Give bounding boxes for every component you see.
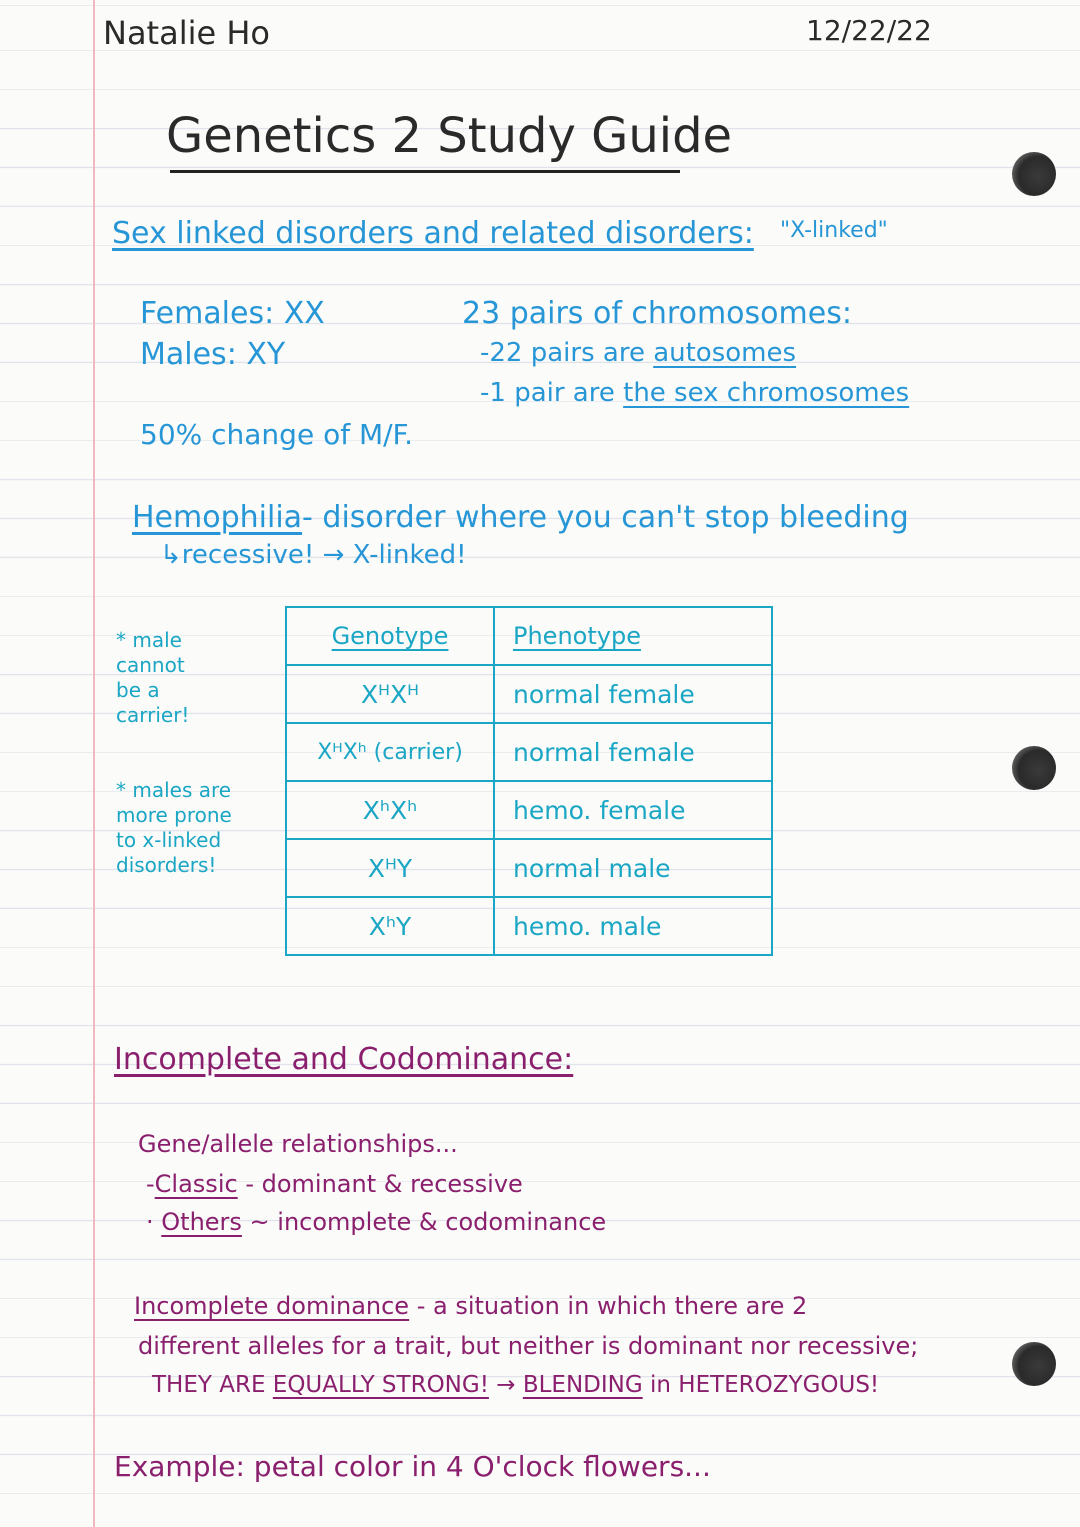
date: 12/22/22	[806, 14, 932, 47]
equally-strong: EQUALLY STRONG!	[272, 1372, 489, 1398]
table-row	[286, 897, 772, 955]
incomplete-dominance-def-line3	[152, 1372, 879, 1398]
genotype-cell: XʰY	[286, 897, 494, 955]
side-note-line: cannot	[116, 653, 185, 677]
gene-relationships: Gene/allele relationships...	[138, 1130, 458, 1158]
genotype-cell: XᴴXʰ (carrier)	[286, 723, 494, 781]
x-linked-tag: "X-linked"	[780, 218, 888, 243]
side-note-line: be a	[116, 678, 160, 702]
phenotype-cell: hemo. male	[494, 897, 772, 955]
phenotype-cell: normal female	[494, 665, 772, 723]
header-phenotype: Phenotype	[494, 607, 772, 665]
section-heading-sex-linked: Sex linked disorders and related disorders:	[112, 216, 754, 251]
section-heading-incomplete: Incomplete and Codominance:	[114, 1042, 574, 1077]
punch-hole	[1012, 1342, 1056, 1386]
example-line: Example: petal color in 4 O'clock flowers...	[114, 1450, 711, 1483]
chance-note: 50% change of M/F.	[140, 418, 414, 451]
side-note-line: more prone	[116, 803, 232, 827]
incomplete-dominance-def-line1	[134, 1292, 807, 1320]
others-term: Others	[161, 1208, 242, 1236]
hemophilia-note: ↳recessive! → X-linked!	[160, 540, 467, 570]
side-note-line: * male	[116, 628, 182, 652]
incomplete-dominance-def-line2: different alleles for a trait, but neither is dominant nor recessive;	[138, 1332, 919, 1360]
def-line1-text: - a situation in which there are 2	[409, 1292, 808, 1320]
def-line3-e: in HETEROZYGOUS!	[642, 1372, 880, 1398]
side-note-prone	[116, 778, 232, 878]
title-underline	[170, 170, 680, 173]
table-row	[286, 665, 772, 723]
def-line3-a: THEY ARE	[152, 1372, 273, 1398]
table-row	[286, 839, 772, 897]
hemophilia-definition	[132, 500, 909, 535]
others-line: · Others ~ incomplete & codominance	[146, 1208, 607, 1236]
others-text: ~ incomplete & codominance	[241, 1208, 607, 1236]
classic-line: -Classic - dominant & recessive	[146, 1170, 523, 1198]
chromosome-pairs-title: 23 pairs of chromosomes:	[462, 296, 852, 331]
genotype-cell: XᴴXᴴ	[286, 665, 494, 723]
punch-hole	[1012, 746, 1056, 790]
table-row	[286, 781, 772, 839]
incomplete-dominance-term: Incomplete dominance	[134, 1292, 410, 1320]
females-genotype: Females: XX	[140, 296, 325, 331]
autosomes-term: autosomes	[653, 338, 797, 368]
genotype-cell: XᴴY	[286, 839, 494, 897]
genotype-cell: XʰXʰ	[286, 781, 494, 839]
genotype-phenotype-table	[285, 606, 773, 956]
classic-text: - dominant & recessive	[237, 1170, 523, 1198]
autosomes-line	[480, 338, 796, 368]
hemophilia-definition-text: - disorder where you can't stop bleeding	[302, 500, 909, 535]
classic-term: Classic	[154, 1170, 238, 1198]
phenotype-cell: hemo. female	[494, 781, 772, 839]
phenotype-cell: normal male	[494, 839, 772, 897]
sex-chromosomes-term: the sex chromosomes	[623, 378, 910, 408]
margin-line	[93, 0, 95, 1527]
side-note-line: * males are	[116, 778, 232, 802]
header-genotype: Genotype	[286, 607, 494, 665]
phenotype-cell: normal female	[494, 723, 772, 781]
side-note-carrier	[116, 628, 189, 728]
author-name: Natalie Ho	[103, 14, 270, 52]
blending: BLENDING	[522, 1372, 643, 1398]
def-line3-arrow: →	[488, 1372, 523, 1398]
males-genotype: Males: XY	[140, 337, 286, 372]
side-note-line: to x-linked	[116, 828, 222, 852]
page-title: Genetics 2 Study Guide	[166, 108, 733, 164]
punch-hole	[1012, 152, 1056, 196]
hemophilia-term: Hemophilia	[132, 500, 303, 535]
autosomes-prefix: -22 pairs are	[480, 338, 654, 368]
table-header-row	[286, 607, 772, 665]
side-note-line: carrier!	[116, 703, 190, 727]
table-row	[286, 723, 772, 781]
sex-chromosomes-prefix: -1 pair are	[480, 378, 624, 408]
sex-chromosomes-line	[480, 378, 909, 408]
side-note-line: disorders!	[116, 853, 217, 877]
